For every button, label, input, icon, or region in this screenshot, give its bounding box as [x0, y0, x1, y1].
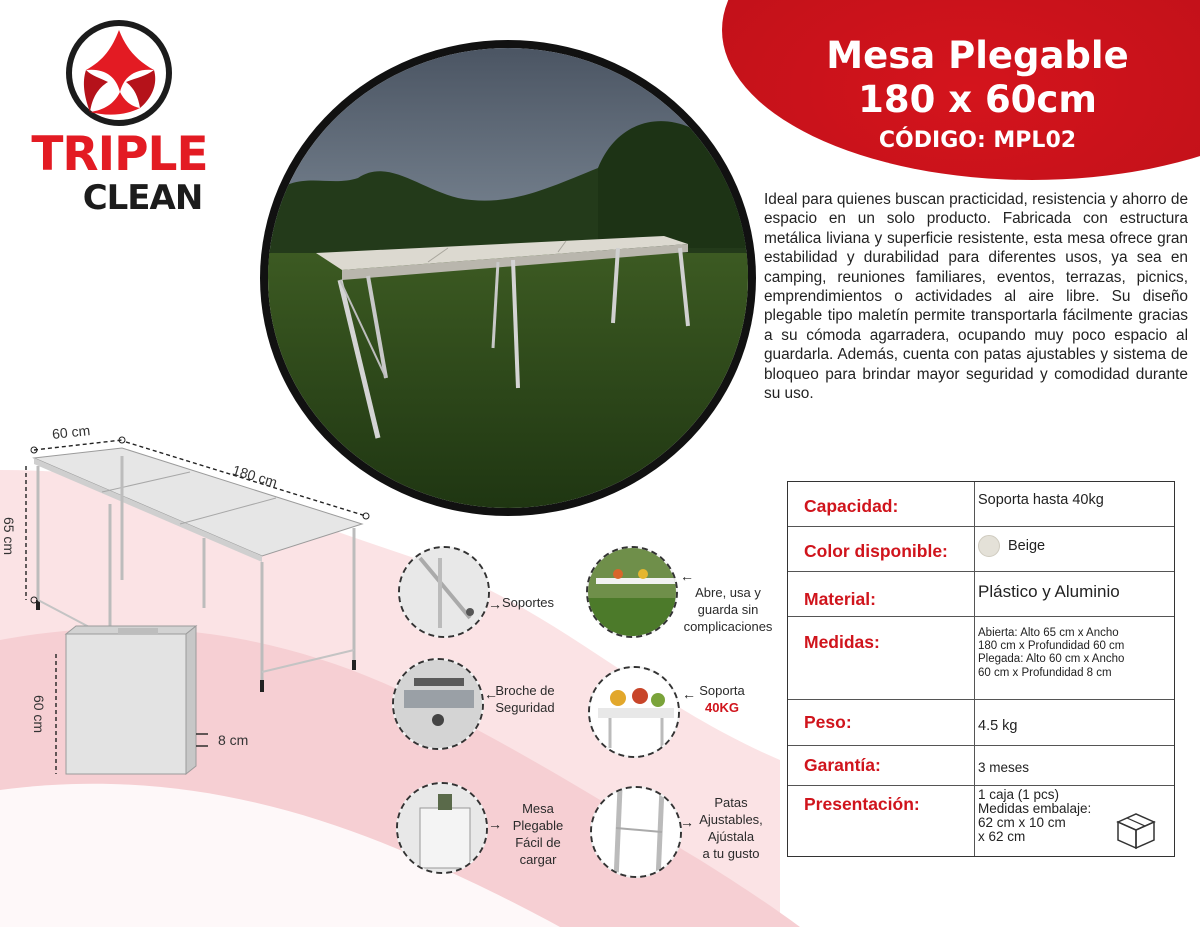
spec-value-peso: 4.5 kg — [978, 718, 1018, 734]
spec-value-medidas — [978, 627, 1124, 680]
feature-patas-label: Patas Ajustables, Ajústala a tu gusto — [699, 795, 763, 861]
feature-broche-image — [392, 658, 484, 750]
specs-table — [787, 481, 1175, 857]
brand-logo — [12, 18, 227, 218]
spec-row-presentacion — [788, 786, 1174, 858]
spec-row-garantia — [788, 746, 1174, 786]
spec-value-capacidad: Soporta hasta 40kg — [978, 492, 1104, 508]
spec-label-material: Material: — [804, 589, 876, 609]
spec-row-color — [788, 527, 1174, 572]
spec-row-capacidad — [788, 482, 1174, 527]
dim-width-label: 180 cm — [230, 461, 280, 491]
arrow-icon: ← — [484, 686, 498, 702]
product-title — [770, 34, 1185, 122]
triple-swirl-icon — [64, 18, 174, 128]
spec-row-medidas — [788, 617, 1174, 700]
spec-value-presentacion — [978, 788, 1091, 844]
medidas-line3: Plegada: Alto 60 cm x Ancho — [978, 653, 1125, 666]
presentacion-line1: 1 caja (1 pcs) — [978, 787, 1060, 802]
feature-soportes-image — [398, 546, 490, 638]
feature-soporta-label: Soporta 40KG — [699, 683, 745, 715]
brand-name-line1: TRIPLE — [31, 127, 208, 182]
dim-folded-height-label: 60 cm — [31, 694, 48, 734]
dimensions-diagram — [0, 410, 390, 790]
dim-folded-depth-label: 8 cm — [218, 732, 249, 748]
spec-row-peso — [788, 700, 1174, 746]
spec-value-color — [978, 535, 1045, 557]
feature-soportes-label: Soportes — [502, 595, 555, 610]
product-code: CÓDIGO: MPL02 — [878, 128, 1077, 153]
product-title-line2: 180 x 60cm — [858, 78, 1097, 121]
color-name: Beige — [1008, 537, 1046, 554]
arrow-icon: ← — [682, 686, 696, 702]
arrow-icon: → — [488, 816, 502, 832]
feature-mesa-label: Mesa Plegable Fácil de cargar — [512, 801, 564, 867]
spec-label-presentacion: Presentación: — [804, 794, 920, 814]
brand-name-line2: CLEAN — [82, 178, 203, 218]
feature-soporta-image — [588, 666, 680, 758]
spec-label-medidas: Medidas: — [804, 632, 880, 652]
feature-patas-image — [590, 786, 682, 878]
feature-abre-label: Abre, usa y guarda sin complicaciones — [683, 585, 773, 634]
spec-label-color: Color disponible: — [804, 541, 948, 561]
feature-mesa-image — [396, 782, 488, 874]
feature-broche-label: Broche de Seguridad — [495, 683, 555, 715]
medidas-line1: Abierta: Alto 65 cm x Ancho — [978, 627, 1119, 639]
spec-label-capacidad: Capacidad: — [804, 496, 899, 516]
spec-value-garantia: 3 meses — [978, 760, 1030, 775]
medidas-line4: 60 cm x Profundidad 8 cm — [978, 666, 1112, 679]
presentacion-line4: x 62 cm — [978, 829, 1026, 844]
box-icon — [1114, 808, 1158, 852]
arrow-icon: → — [680, 814, 694, 830]
spec-label-peso: Peso: — [804, 712, 852, 732]
medidas-line2: 180 cm x Profundidad 60 cm — [978, 640, 1125, 653]
table-dimensions-drawing — [0, 410, 390, 790]
arrow-icon: ← — [680, 568, 694, 584]
color-swatch — [978, 535, 1000, 557]
presentacion-line2: Medidas embalaje: — [978, 801, 1092, 816]
dim-height-label: 65 cm — [1, 516, 18, 556]
feature-abre-image — [586, 546, 678, 638]
dim-depth-label: 60 cm — [51, 422, 91, 442]
spec-label-garantia: Garantía: — [804, 755, 881, 775]
presentacion-line3: 62 cm x 10 cm — [978, 815, 1066, 830]
product-description: Ideal para quienes buscan practicidad, resistencia y ahorro de espacio en un solo producto. Fabricada con estructura metálica liviana y superficie resistente, esta mesa ofrece gran estabilidad y durabilidad para diferentes usos, ya sea en camping, reuniones familiares, eventos, terrazas, picnics, emprendimientos o actividades al aire libre. Su diseño plegable tipo maletín permite transportarla fácilmente gracias a su cómoda agarradera, ocupando muy poco espacio al guardarla. Además, cuenta con patas ajustables y sistema de bloqueo para brindar mayor seguridad y comodidad durante su uso. — [764, 191, 1188, 403]
spec-row-material — [788, 572, 1174, 617]
product-title-line1: Mesa Plegable — [826, 34, 1129, 77]
spec-value-material: Plástico y Aluminio — [978, 582, 1120, 601]
arrow-icon: → — [488, 596, 502, 612]
